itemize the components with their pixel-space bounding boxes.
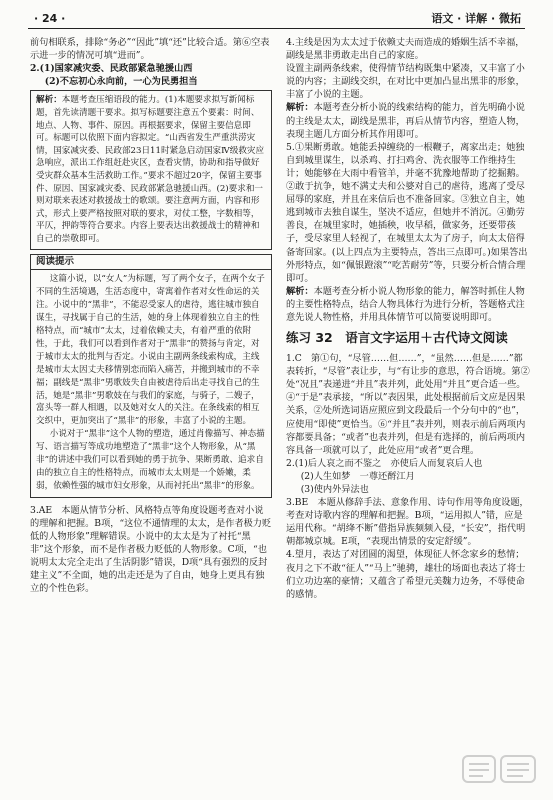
reading-tips-box [30, 254, 272, 498]
reading-tips-text: 这篇小说，以“女人”为标题，写了两个女子，在两个女子不同的生活境遇，生活态度中，寄寓着作者对女性命运的关注。小说中的“黑非”，不能忍受家人的虐待，逃往城市独自谋生，寻找属于自己的生活，她的身上体现着独立自主的性格特点，而“城市”太太，过着依赖丈夫，有着严重的依附性，于此，我们可以看到作者对于“黑非”的赞扬与肯定，对于城市太太的批判与否定。小说由主副两条线索构成，主线是城市太太因丈夫移情别恋而陷入痛苦，并搬到城市的不幸福；副线是“黑非”男歌妓失自由被虐待后出走寻找自己的生活，她是“黑非”男歌妓在与我们的家庭，与骑子，二嫂子，富头等一群人相遇，以及她对女人的关注。在条线索的相互交织中，更加突出了“黑非”的形象，丰富了小说的主题。 [36, 274, 265, 427]
answer-2-1: 2.(1)后人哀之而不鉴之 亦使后人而复哀后人也 [286, 457, 483, 469]
analysis-4: 解析：本题考查分析小说的线索结构的能力，首先明确小说的主线是太太，副线是黑非，再后从情节内容，塑造人物，表现主题几方面分析其作用即可。 [286, 102, 525, 140]
answer-2-2: (2)人生如梦 一尊还酹江月 [300, 470, 415, 482]
analysis-text: 本题考查压缩语段的能力。(1)本题要求拟写新闻标题，首先读清题干要求。拟写标题要注意五个要素：时间、地点、人物、事件、原因。再根据要求，保留主要信息即可。标题可以依照下面内容拟定。“山西省发生严重洪涝灾情，国家减灾委、民政部23日11时紧急启动国家Ⅳ级救灾应急响应，派出工作组赶赴灾区，查看灾情，协助和指导做好受灾群众基本生活救助工作。”要求不超过20字，保留主要事件、原因、国家减灾委、民政部紧急驰援山西。(2)要求和一则对联来表述对救援战士的歌颂。要注意两方面，内容和形式，形式上要严格按照对联的要求，对仗工整，字数相等，平仄，押韵等符合要求。内容上要表达出救援战士的精神和自己的崇敬即可。 [36, 95, 265, 244]
answer-paragraph: 前句相联系，排除“务必”“因此”填“还”比较合适。第⑥空表示进一步的情况可填“进而”。 [30, 37, 270, 62]
answer-4: 4.望月，表达了对团圆的渴望，体现征人怀念家乡的愁情；夜月之下不敢“征人”“马上”驰骋，雄壮的场面也表达了将士们立功边塞的豪情；又蕴含了希望元美魏力边务，不辱使命的感情。 [286, 549, 526, 600]
answer-2-2: (2)不忘初心永向前，一心为民勇担当 [44, 76, 198, 88]
answer-3: 3.BE 本题从修辞手法、意象作用、诗句作用等角度设题，考查对诗歌内容的理解和把握。B项，“运用拟人”错，应是运用代称。“胡绛不断”借指异族频频入侵，“长安”，指代明朝都城京城。E项，“表现出情景的安定舒缓”。 [286, 497, 529, 548]
book-title: 语文 · 详解 · 微拓 [431, 12, 521, 25]
analysis-label: 解析： [286, 285, 314, 297]
page-header [28, 10, 525, 29]
answer-3: 3.AE 本题从情节分析、风格特点等角度设题考查对小说的理解和把握。B项，“这位不通情理的太太，是作者极力贬低的人物形象”理解错误。小说中的太太是为了衬托“黑非”这个形象，而不是作者极力贬低的人物形象。C项，“也说明太太完全走出了生活阴影”错误，D项“具有强烈的反封建主义”不全面，她的出走还是为了自由，她身上更具有独立的个性色彩。 [30, 504, 272, 595]
answer-5: 5.①果断勇敢。她能丢掉缠绕的一根鞭子，离家出走；她独自到城里谋生，以杀鸡、打扫鸡舍、洗衣服等工作维持生计；她能够在大雨中看管羊，并毫不犹豫地帮助了挖掘鹅。②敢于抗争，她不满丈夫和公婆对自己的虐待，逃离了受尽屈辱的家庭，并且在来信后也不准备回家。③独立自主，她逃到城市去独自谋生，坚决不适应，但她并不消沉。④勤劳善良，在城里家时，她插秧，收早稻，做家务，还要带孩子，受尽家里人轻视了，在城里太太为了房子，向太太倍得备寄回家。(以上四点为主要特点，答出三点即可。)如果答出外形特点，如“佩银蹬滚”“吃苦耐劳”等，只要分析合情合理即可。 [286, 141, 528, 284]
right-column [286, 36, 530, 601]
answer-4: 4.主线是因为太太过于依赖丈夫而造成的婚姻生活不幸福，副线是黑非勇敢走出自己的家庭。 [286, 37, 525, 62]
watermark-logo-icon [461, 752, 539, 792]
answer-1: 1.C 第①句，“尽管……但……”，“虽然……但是……”都表转折，“尽管”表让步，与“有让步的意思，符合语境。第②处“况且”表递进“并且”表并列，此处用“并且”更合适一些。④“于是”表承接，“所以”表因果，此处根据前后文应是因果关系，②处所选词语应照应到文段最后一个分句中的“也”，应使用“即使”更恰当。⑥“并且”表并列，则表示前后两项内容都要具备；“或者”也表并列，但是有选择的，前后两项内容具备一项就可以了，此处应用“或者”更合理。 [286, 353, 530, 456]
analysis-label: 解析： [36, 95, 62, 106]
page-number: · 24 · [34, 12, 66, 25]
analysis-label: 解析： [286, 102, 314, 114]
analysis-block [30, 90, 272, 249]
reading-tips-title: 阅读提示 [31, 255, 271, 271]
analysis-5: 解析：本题考查分析小说人物形象的能力，解答时抓住人物的主要性格特点，结合人物具体行为进行分析，答题格式注意先说人物性格，并用具体情节可以简要说明即可。 [286, 285, 525, 323]
answer-4-b: 设置主副两条线索，使得情节结构既集中紧凑，又丰富了小说的内容；主副线交织，在对比中更加凸显出黑非的形象，丰富了小说的主题。 [286, 63, 525, 101]
answer-2-3: (3)使内外异法也 [300, 484, 369, 495]
answer-2-1: 2.(1)国家减灾委、民政部紧急驰援山西 [30, 63, 193, 75]
section-title: 练习 32 语言文字运用＋古代诗文阅读 [286, 330, 508, 346]
reading-tips-text-2: 小说对于“黑非”这个人物的塑造，通过肖像描写、神态描写、语言描写等成功地塑造了“黑非”这个人物形象，从“黑非”的讲述中我们可以看到她的勇于抗争、果断勇敢、追求自由的独立自主的性格特点，而城市太太则是一个娇嫩，柔弱，依赖性强的城市妇女形象，从而衬托出“黑非”的形象。 [36, 429, 265, 491]
left-column [30, 36, 272, 595]
